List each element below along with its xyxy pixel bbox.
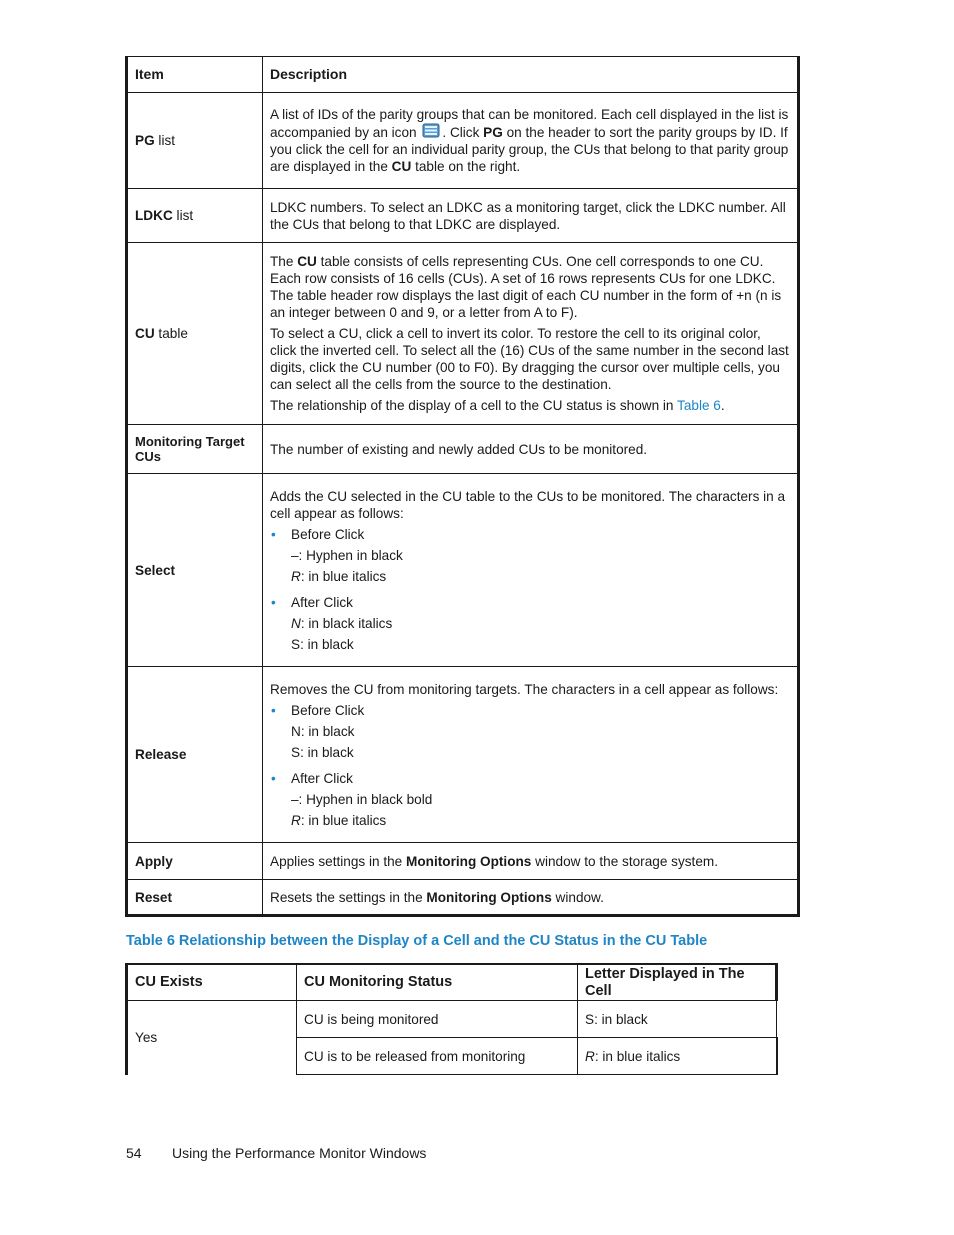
desc-reset: [263, 880, 799, 916]
row-monitoring-target: [127, 425, 799, 474]
cu-status-table: [125, 963, 778, 1075]
select-before-label: Before Click: [291, 526, 365, 542]
release-before-1: N: in black: [291, 723, 355, 739]
desc-select: [263, 474, 799, 667]
select-before-1: –: Hyphen in black: [291, 547, 403, 563]
label-apply: Apply: [127, 843, 263, 880]
select-intro: Adds the CU selected in the CU table to the CUs to be monitored. The characters in a cell appear as follows:: [270, 488, 786, 521]
select-before-2: [270, 568, 791, 585]
label-reset: Reset: [127, 880, 263, 916]
apply-desc-a: Applies settings in the: [270, 853, 407, 869]
header-letter-displayed: Letter Displayed in The Cell: [578, 964, 777, 1001]
label-ldkc-list: [127, 189, 263, 243]
desc-monitoring-target: The number of existing and newly added CUs to be monitored.: [263, 425, 799, 474]
label-pg-bold: PG: [135, 133, 155, 148]
cu-para-2: To select a CU, click a cell to invert its color. To restore the cell to its original color, click the inverted cell. To select all the (16) CUs of the same number in the second last digits, click the CU number (00 to F0). By dragging the cursor over multiple cells, you can select all the cells from the source to the destination.: [270, 326, 789, 392]
select-after-1: [270, 615, 791, 632]
apply-desc-bold: Monitoring Options: [406, 853, 532, 869]
cu-p1-a: The: [270, 254, 298, 269]
label-select: Select: [127, 474, 263, 667]
bullet-icon: •: [271, 702, 276, 718]
label-pg-list: [127, 93, 263, 189]
cell-yes: Yes: [127, 1001, 297, 1075]
select-after-2: S: in black: [291, 636, 354, 652]
pg-desc-a: A list of IDs of the parity groups that can be monitored. Each cell displayed in the list is accompanied by an icon: [270, 107, 789, 140]
page-footer: [126, 1145, 426, 1162]
desc-pg-list: [263, 93, 799, 189]
bullet-icon: •: [271, 770, 276, 786]
label-pg-rest: list: [154, 133, 176, 148]
label-monitoring-target: Monitoring Target CUs: [127, 425, 263, 474]
desc-release: [263, 667, 799, 843]
cell-status-released: CU is to be released from monitoring: [297, 1038, 578, 1075]
footer-title: Using the Performance Monitor Windows: [172, 1145, 427, 1161]
header-cu-monitoring-status: CU Monitoring Status: [297, 964, 578, 1001]
table-row: [127, 1001, 777, 1038]
label-cu-bold: CU: [135, 326, 155, 341]
select-after-1-text: : in black italics: [300, 615, 393, 631]
release-intro: Removes the CU from monitoring targets. The characters in a cell appear as follows:: [270, 681, 779, 697]
cell-status-monitored: CU is being monitored: [297, 1001, 578, 1038]
pg-desc-bold-pg: PG: [483, 125, 503, 140]
row-select: [127, 474, 799, 667]
cu-p1-b: table consists of cells representing CUs. One cell corresponds to one CU. Each row consists of 16 cells (CUs). A set of 16 rows represents CUs for one LDKC. The table header row displays the last digit of each CU number in the form of +n (n is an integer between 0 and 9, or a letter from A to F).: [270, 254, 782, 320]
page-number: 54: [126, 1145, 142, 1161]
release-after-1: –: Hyphen in black bold: [291, 791, 433, 807]
header-cu-exists: CU Exists: [127, 964, 297, 1001]
label-cu-table: [127, 243, 263, 425]
row-ldkc-list: [127, 189, 799, 243]
release-after-2-text: : in blue italics: [300, 812, 387, 828]
cu-para-1: [270, 253, 791, 321]
pg-desc-d: table on the right.: [411, 159, 521, 174]
reset-desc-bold: Monitoring Options: [426, 889, 552, 905]
cu-p1-bold: CU: [297, 254, 317, 269]
pg-desc-b: . Click: [442, 125, 484, 140]
cu-para-3: [270, 397, 791, 414]
item-description-table: [125, 56, 800, 917]
table-6-caption: Table 6 Relationship between the Display of a Cell and the CU Status in the CU Table: [126, 933, 708, 949]
select-before-2-letter: R: [291, 568, 301, 584]
row-pg-list: [127, 93, 799, 189]
label-cu-rest: table: [154, 326, 188, 341]
desc-ldkc-list: LDKC numbers. To select an LDKC as a monitoring target, click the LDKC number. All the CUs that belong to that LDKC are displayed.: [263, 189, 799, 243]
select-after-label: After Click: [291, 594, 353, 610]
apply-desc-b: window to the storage system.: [531, 853, 718, 869]
label-ldkc-rest: list: [172, 208, 194, 223]
row-reset: [127, 880, 799, 916]
release-before-label: Before Click: [291, 702, 365, 718]
row-release: [127, 667, 799, 843]
cu-p3-b: .: [720, 398, 725, 413]
release-after-label: After Click: [291, 770, 353, 786]
desc-apply: [263, 843, 799, 880]
table-6-link[interactable]: Table 6: [677, 398, 721, 413]
cell-letter-r: [578, 1038, 777, 1075]
label-ldkc-bold: LDKC: [135, 208, 173, 223]
label-release: Release: [127, 667, 263, 843]
release-after-2: [270, 812, 791, 829]
pg-desc-bold-cu: CU: [391, 159, 412, 174]
reset-desc-b: window.: [551, 889, 604, 905]
release-after-2-letter: R: [291, 812, 301, 828]
release-before-2: S: in black: [291, 744, 354, 760]
cell-letter-s: S: in black: [578, 1001, 777, 1038]
select-after-bullet: [270, 594, 791, 611]
bullet-icon: •: [271, 526, 276, 542]
parity-group-icon: [422, 123, 440, 139]
pg-desc-c: on the header to sort the parity groups by ID. If you click the cell for an individual parity group, the CUs that belong to that parity group are displayed in the: [270, 125, 789, 174]
reset-desc-a: Resets the settings in the: [270, 889, 427, 905]
select-before-2-text: : in blue italics: [300, 568, 387, 584]
cu-p3-a: The relationship of the display of a cell to the CU status is shown in: [270, 398, 678, 413]
row-apply: [127, 843, 799, 880]
header-item: Item: [127, 57, 263, 93]
header-description: Description: [263, 57, 799, 93]
letter-r-text: : in blue italics: [594, 1048, 681, 1064]
desc-cu-table: [263, 243, 799, 425]
bullet-icon: •: [271, 594, 276, 610]
select-after-1-letter: N: [291, 615, 301, 631]
release-before-bullet: [270, 702, 791, 719]
row-cu-table: [127, 243, 799, 425]
letter-r-italic: R: [585, 1048, 595, 1064]
release-after-bullet: [270, 770, 791, 787]
select-before-bullet: [270, 526, 791, 543]
